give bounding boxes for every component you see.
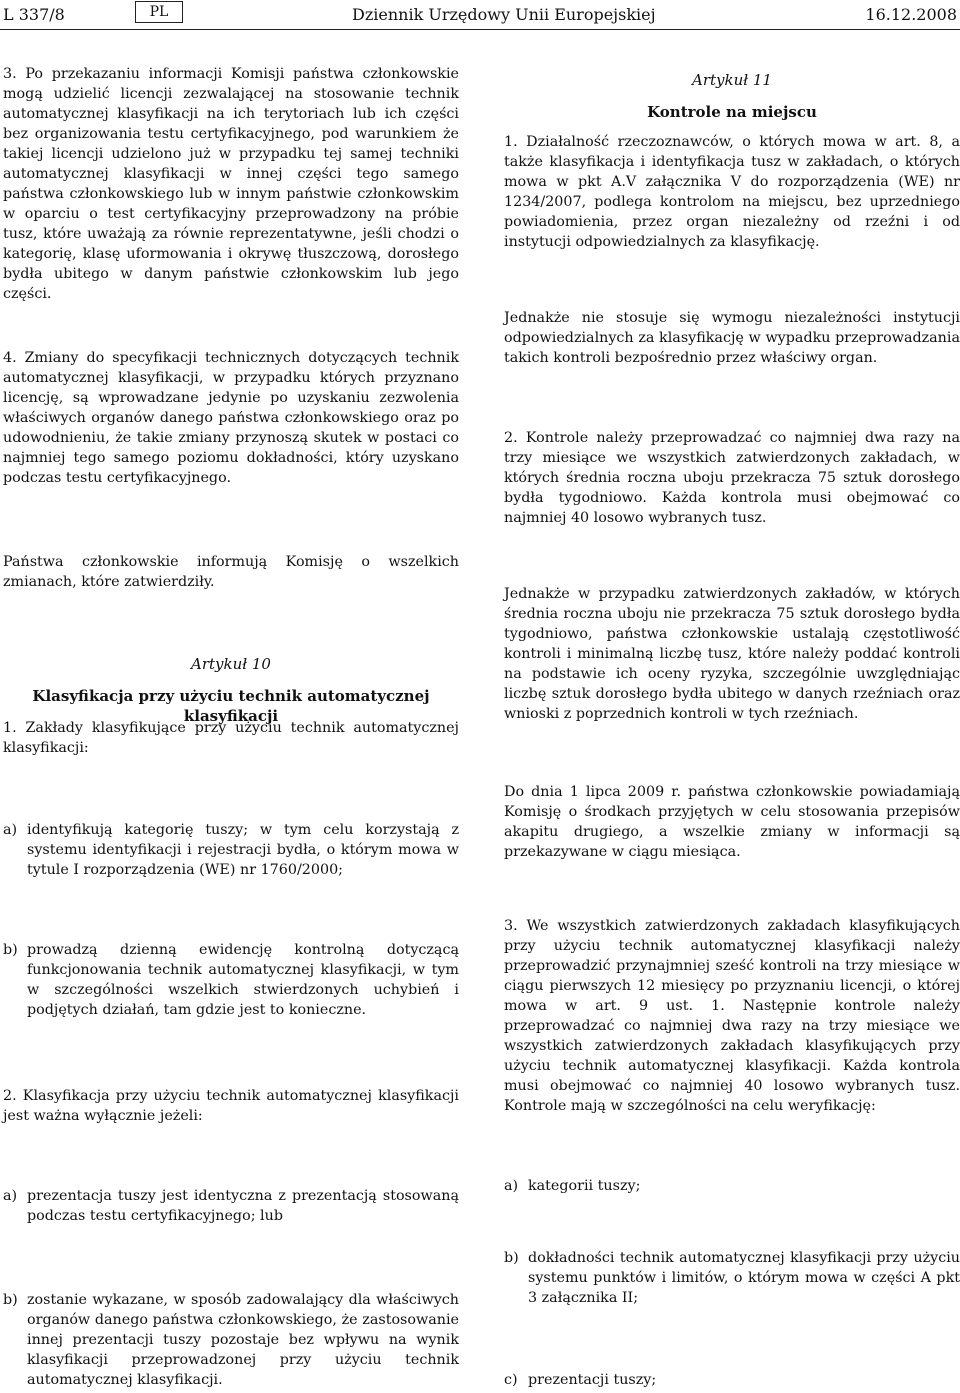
list-item-text: prezentacja tuszy jest identyczna z prezentacją stosowaną podczas testu certyfikacyjnego; lub: [27, 1188, 459, 1224]
article-11-para-1: 1. Działalność rzeczoznawców, o których mowa w art. 8, a także klasyfikacja i identyfikacja tusz w zakładach, o których mowa w pkt A.V załącznika V do rozporządzenia (WE) nr 1234/2007, podlega kontrolom na miejscu, bez uprzedniego powiadomienia, przez organ niezależny od rzeźni i od instytucji odpowiedzialnych za klasyfikację.: [504, 134, 960, 250]
article-11-para-1b: Jednakże nie stosuje się wymogu niezależności instytucji odpowiedzialnych za klasyfikację w wypadku przeprowadzania takich kontroli bezpośrednio przez właściwy organ.: [504, 310, 960, 366]
article-11-title: Kontrole na miejscu: [647, 103, 817, 121]
list-item-label: b): [504, 1250, 519, 1266]
list-item-label: c): [504, 1372, 518, 1388]
paragraph-inform: Państwa członkowskie informują Komisję o wszelkich zmianach, które zatwierdziły.: [3, 554, 459, 590]
list-item-label: b): [3, 1292, 18, 1308]
list-item-label: a): [3, 822, 18, 838]
list-item-b2: [3, 1290, 459, 1390]
header-divider: [0, 29, 960, 30]
article-10-number: Artykuł 10: [191, 655, 271, 673]
list-item-b: [3, 940, 459, 1020]
paragraph-3: 3. Po przekazaniu informacji Komisji państwa członkowskie mogą udzielić licencji zezwalającej na stosowanie technik automatycznej klasyfikacji na ich terytoriach lub ich części bez organizowania testu certyfikacyjnego, pod warunkiem że takiej licencji udzielono już w przypadku tej samej techniki automatycznej klasyfikacji w innej części tego samego państwa członkowskiego lub w innym państwie członkowskim w oparciu o test certyfikacyjny przeprowadzony na próbie tusz, które uważają za równie reprezentatywne, jeśli chodzi o kategorię, klasę uformowania i okrywę tłuszczową, dorosłego bydła ubitego w danym państwie członkowskim lub jego części.: [3, 66, 459, 302]
journal-title: Dziennik Urzędowy Unii Europejskiej: [352, 5, 656, 24]
article-11-para-2c: Do dnia 1 lipca 2009 r. państwa członkowskie powiadamiają Komisję o środkach przyjętych w celu stosowania przepisów akapitu drugiego, a wszelkie zmiany w informacji są przekazywane w ciągu miesiąca.: [504, 784, 960, 860]
list-item-text: identyfikują kategorię tuszy; w tym celu korzystają z systemu identyfikacji i rejestracji bydła, o którym mowa w tytule I rozporządzenia (WE) nr 1760/2000;: [27, 822, 459, 878]
list-item-text: prowadzą dzienną ewidencję kontrolną dotyczącą funkcjonowania technik automatycznej klasyfikacji, w tym w szczególności wszelkich stwierdzonych uchybień i podjętych działań, tam gdzie jest to konieczne.: [27, 942, 459, 1018]
article-10-para-1: 1. Zakłady klasyfikujące przy użyciu technik automatycznej klasyfikacji:: [3, 720, 459, 756]
publication-date: 16.12.2008: [865, 5, 957, 24]
list-item-text: dokładności technik automatycznej klasyfikacji przy użyciu systemu punktów i limitów, o którym mowa w części A pkt 3 załącznika II;: [528, 1250, 960, 1306]
article-11-para-2b: Jednakże w przypadku zatwierdzonych zakładów, w których średnia roczna uboju nie przekracza 75 sztuk dorosłego bydła tygodniowo, państwa członkowskie ustalają częstotliwość kontroli i minimalną liczbę tusz, które należy poddać kontroli na podstawie ich oceny ryzyka, szczególnie uwzględniając liczbę sztuk dorosłego bydła ubitego w danych rzeźniach oraz wnioski z poprzednich kontroli w tych rzeźniach.: [504, 586, 960, 722]
list-item-a2: [3, 1186, 459, 1226]
list-item-b: [504, 1248, 960, 1308]
list-item-text: prezentacji tuszy;: [528, 1372, 657, 1388]
page-number: L 337/8: [3, 5, 65, 24]
article-11-para-3: 3. We wszystkich zatwierdzonych zakładach klasyfikujących przy użyciu technik automatycznej klasyfikacji należy przeprowadzić przynajmniej sześć kontroli na trzy miesiące w ciągu pierwszych 12 miesięcy po przyznaniu licencji, o której mowa w art. 9 ust. 1. Następnie kontrole należy przeprowadzać co najmniej dwa razy na trzy miesiące we wszystkich zatwierdzonych zakładach klasyfikujących przy użyciu technik automatycznej klasyfikacji. Każda kontrola musi obejmować co najmniej 40 losowo wybranych tusz. Kontrole mają w szczególności na celu weryfikację:: [504, 918, 960, 1114]
list-item-label: a): [3, 1188, 18, 1204]
list-item-text: kategorii tuszy;: [528, 1178, 641, 1194]
article-11-para-2: 2. Kontrole należy przeprowadzać co najmniej dwa razy na trzy miesiące we wszystkich zatwierdzonych zakładach, w których średnia roczna uboju przekracza 75 sztuk dorosłego bydła tygodniowo. Każda kontrola musi obejmować co najmniej 40 losowo wybranych tusz.: [504, 430, 960, 526]
list-item-text: zostanie wykazane, w sposób zadowalający dla właściwych organów danego państwa członkowskiego, że zastosowanie innej prezentacji tuszy pozostaje bez wpływu na wynik klasyfikacji przeprowadzonej przy użyciu technik automatycznej klasyfikacji.: [27, 1292, 459, 1388]
article-10-title: Klasyfikacja przy użyciu technik automatycznej klasyfikacji: [32, 687, 430, 725]
list-item-label: a): [504, 1178, 519, 1194]
language-badge: PL: [135, 1, 183, 23]
list-item-a: [504, 1176, 960, 1196]
article-11-number: Artykuł 11: [692, 71, 772, 89]
page-header: [0, 0, 960, 30]
paragraph-4: 4. Zmiany do specyfikacji technicznych dotyczących technik automatycznej klasyfikacji, w przypadku których przyznano licencję, są wprowadzane jedynie po uzyskaniu zezwolenia właściwych organów danego państwa członkowskiego oraz po udowodnieniu, że takie zmiany przynoszą skutek w postaci co najmniej tego samego poziomu dokładności, który uzyskano podczas testu certyfikacyjnego.: [3, 350, 459, 486]
list-item-c: [504, 1370, 960, 1390]
list-item-a: [3, 820, 459, 880]
list-item-label: b): [3, 942, 18, 958]
article-10-para-2: 2. Klasyfikacja przy użyciu technik automatycznej klasyfikacji jest ważna wyłącznie jeżeli:: [3, 1088, 459, 1124]
